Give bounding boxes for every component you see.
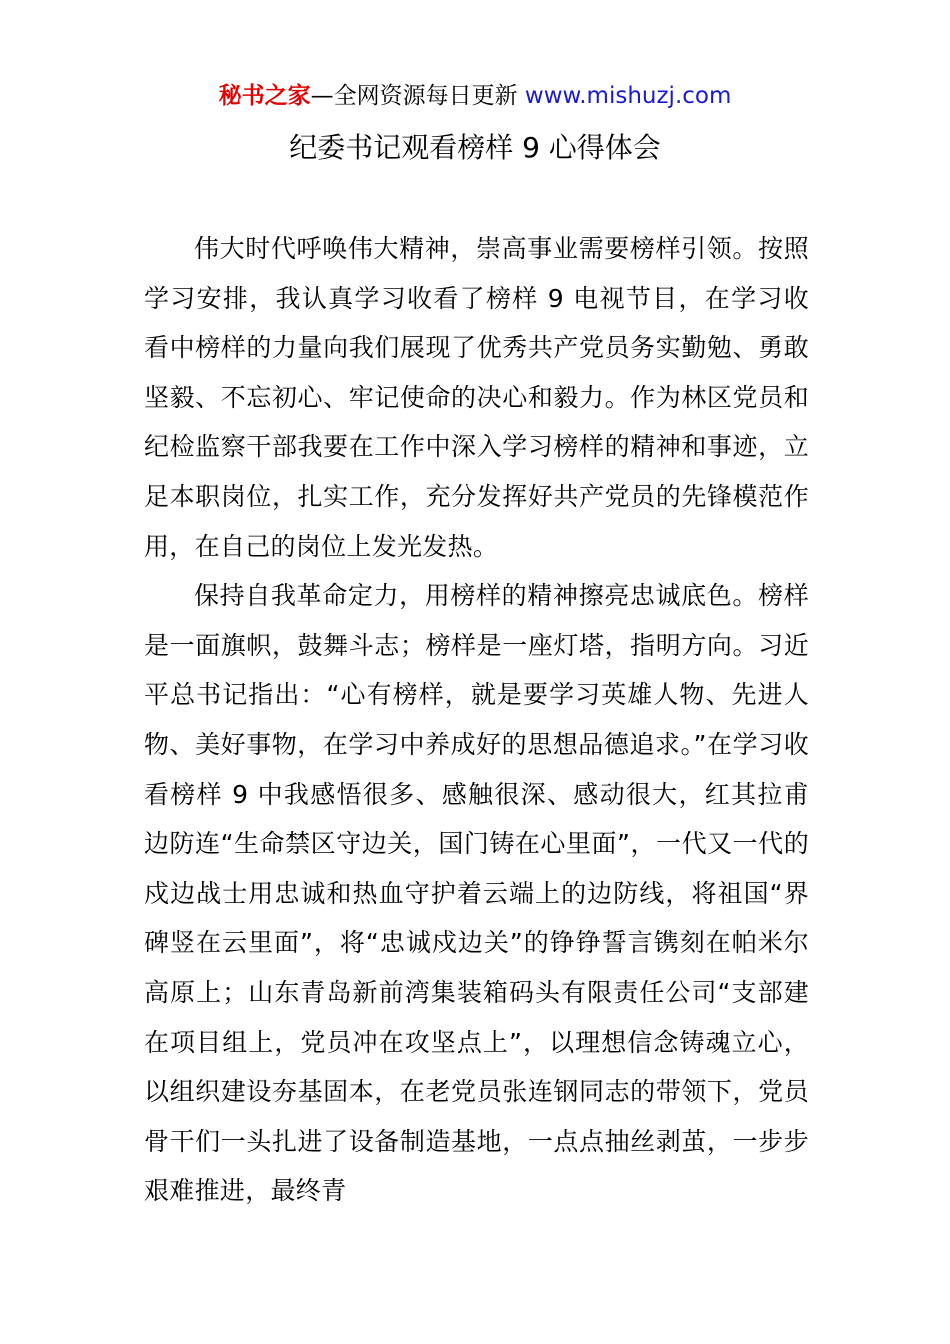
- site-header: [0, 80, 950, 112]
- paragraph-1: 伟大时代呼唤伟大精神，崇高事业需要榜样引领。按照学习安排，我认真学习收看了榜样 9 电视节目，在学习收看中榜样的力量向我们展现了优秀共产党员务实勤勉、勇敢坚毅、不忘初心、牢记使命的决心和毅力。作为林区党员和纪检监察干部我要在工作中深入学习榜样的精神和事迹，立足本职岗位，扎实工作，充分发挥好共产党员的先锋模范作用，在自己的岗位上发光发热。: [144, 234, 809, 561]
- site-tagline: —全网资源每日更新: [310, 83, 525, 109]
- document-title: 纪委书记观看榜样 9 心得体会: [289, 131, 661, 164]
- site-brand: 秘书之家: [218, 83, 311, 109]
- document-body: [144, 224, 809, 1216]
- paragraph-2: 保持自我革命定力，用榜样的精神擦亮忠诚底色。榜样是一面旗帜，鼓舞斗志；榜样是一座灯塔，指明方向。习近平总书记指出：“心有榜样，就是要学习英雄人物、先进人物、美好事物，在学习中养成好的思想品德追求。”在学习收看榜样 9 中我感悟很多、感触很深、感动很大，红其拉甫边防连“生命禁区守边关，国门铸在心里面”，一代又一代的戍边战士用忠诚和热血守护着云端上的边防线，将祖国“界碑竖在云里面”，将“忠诚戍边关”的铮铮誓言镌刻在帕米尔高原上；山东青岛新前湾集装箱码头有限责任公司“支部建在项目组上，党员冲在攻坚点上”，以理想信念铸魂立心，以组织建设夯基固本，在老党员张连钢同志的带领下，党员骨干们一头扎进了设备制造基地，一点点抽丝剥茧，一步步艰难推进，最终青: [144, 581, 809, 1206]
- site-url-link[interactable]: www.mishuzj.com: [524, 83, 732, 109]
